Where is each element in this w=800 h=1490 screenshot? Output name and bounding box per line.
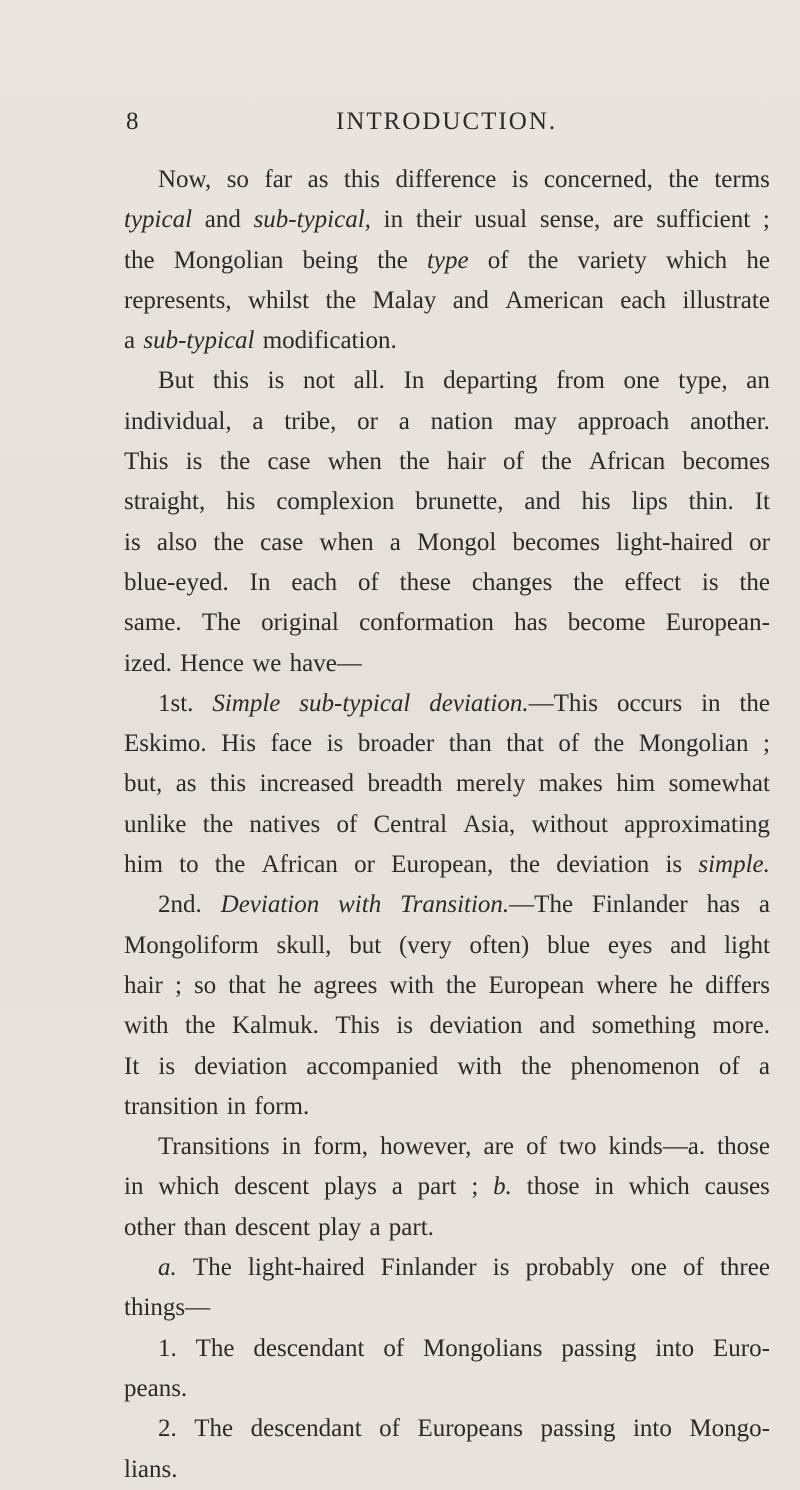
word: the bbox=[593, 730, 625, 758]
word: the bbox=[202, 810, 234, 838]
word: each bbox=[620, 286, 667, 314]
word: also bbox=[156, 528, 198, 556]
word: all. bbox=[353, 367, 385, 395]
word: the bbox=[520, 1052, 552, 1080]
word: 1st. bbox=[158, 689, 194, 717]
word: ; bbox=[471, 1173, 479, 1201]
text-line bbox=[124, 684, 770, 724]
word: is bbox=[185, 448, 203, 476]
text-line bbox=[124, 1369, 770, 1409]
word: the bbox=[325, 286, 357, 314]
word: so bbox=[193, 971, 217, 999]
word: the bbox=[399, 448, 430, 476]
word: 2nd. bbox=[158, 891, 202, 919]
word: ized. bbox=[124, 649, 172, 677]
word: and bbox=[539, 1012, 576, 1040]
word: departing bbox=[443, 367, 538, 395]
word: European- bbox=[665, 609, 770, 637]
word: blue bbox=[547, 931, 591, 959]
word: than bbox=[183, 1213, 227, 1241]
word: usual bbox=[474, 206, 528, 234]
word: ; bbox=[762, 206, 770, 234]
word: sense, bbox=[539, 206, 601, 234]
word: probably bbox=[525, 1254, 615, 1282]
word: and bbox=[452, 286, 489, 314]
word: brunette, bbox=[415, 488, 504, 516]
text-line bbox=[124, 1127, 770, 1167]
word: from bbox=[556, 367, 605, 395]
word: tribe, bbox=[284, 407, 337, 435]
word: his bbox=[581, 488, 611, 516]
word: Mongolian bbox=[638, 730, 749, 758]
word: ; bbox=[763, 730, 770, 758]
word: unlike bbox=[124, 810, 187, 838]
word: his bbox=[226, 488, 256, 516]
word: this bbox=[343, 166, 380, 193]
word: ; bbox=[174, 971, 182, 999]
text-line bbox=[124, 845, 770, 885]
word: the bbox=[527, 246, 559, 274]
word: eyes bbox=[607, 931, 653, 959]
word: of bbox=[718, 1052, 740, 1080]
word: natives bbox=[249, 810, 321, 838]
word: in bbox=[281, 1133, 302, 1161]
word: increased bbox=[259, 770, 354, 798]
word: merely bbox=[455, 770, 526, 798]
word: the bbox=[668, 166, 699, 193]
word: a bbox=[389, 528, 401, 556]
word: variety bbox=[577, 246, 647, 274]
word: or bbox=[357, 407, 378, 435]
word: terms bbox=[714, 166, 770, 193]
text-line bbox=[124, 281, 770, 321]
text-line bbox=[124, 885, 770, 925]
word: the bbox=[739, 689, 770, 717]
word: passing bbox=[540, 1415, 616, 1443]
word: deviation bbox=[429, 1012, 523, 1040]
word: a bbox=[758, 1052, 770, 1080]
word: lips bbox=[631, 488, 668, 516]
word: lians. bbox=[124, 1455, 178, 1483]
word: of bbox=[383, 1334, 405, 1362]
running-title: INTRODUCTION. bbox=[336, 108, 558, 135]
word: It bbox=[754, 488, 770, 516]
word: 2. bbox=[158, 1415, 177, 1443]
word: this bbox=[210, 770, 247, 798]
word: case bbox=[260, 528, 304, 556]
word: peans. bbox=[124, 1374, 188, 1402]
word: descendant bbox=[250, 1415, 362, 1443]
word: descent bbox=[234, 1213, 310, 1241]
word: Mongoliform bbox=[124, 931, 259, 959]
word: is bbox=[492, 1254, 510, 1282]
word: deviation bbox=[556, 851, 650, 879]
word: is bbox=[158, 1052, 176, 1080]
word: into bbox=[632, 1415, 672, 1443]
word: blue-eyed. bbox=[124, 568, 229, 596]
word: hair bbox=[446, 448, 486, 476]
word: he bbox=[669, 971, 694, 999]
word: has bbox=[514, 609, 548, 637]
word: becomes bbox=[682, 448, 770, 476]
word: those bbox=[717, 1133, 770, 1161]
text-line bbox=[124, 1167, 770, 1207]
word: of bbox=[487, 246, 509, 274]
text-line bbox=[124, 724, 770, 764]
text-line bbox=[124, 1248, 770, 1288]
word: more. bbox=[712, 1012, 770, 1040]
word: the bbox=[124, 246, 155, 274]
word: deviation bbox=[194, 1052, 288, 1080]
text-line bbox=[124, 523, 770, 563]
word: b. bbox=[493, 1173, 512, 1201]
word: a bbox=[369, 1213, 381, 1241]
word: sub-typical bbox=[299, 689, 411, 717]
word: in bbox=[226, 1092, 247, 1120]
word: of bbox=[336, 810, 358, 838]
word: and bbox=[670, 931, 707, 959]
word: each bbox=[291, 568, 338, 596]
word: Asia, bbox=[463, 810, 516, 838]
word: His bbox=[221, 730, 256, 758]
word: that bbox=[506, 730, 544, 758]
word: are bbox=[483, 1133, 515, 1161]
word: form, bbox=[313, 1133, 369, 1161]
word: is bbox=[511, 166, 529, 193]
word: is bbox=[326, 730, 344, 758]
word: somewhat bbox=[668, 770, 770, 798]
text-line bbox=[124, 644, 770, 684]
word: makes bbox=[538, 770, 603, 798]
word: the bbox=[184, 1012, 216, 1040]
word: light-haired bbox=[247, 1254, 365, 1282]
word: has bbox=[706, 891, 740, 919]
word: may bbox=[513, 407, 557, 435]
word: type bbox=[426, 246, 469, 274]
word: This bbox=[124, 448, 169, 476]
word: Eskimo. bbox=[124, 730, 207, 758]
word: case bbox=[267, 448, 311, 476]
text-line bbox=[124, 603, 770, 643]
word: the bbox=[445, 971, 477, 999]
word: than bbox=[448, 730, 492, 758]
word: phenomenon bbox=[570, 1052, 700, 1080]
word: the bbox=[219, 448, 251, 476]
word: however, bbox=[380, 1133, 472, 1161]
word: African bbox=[261, 851, 338, 879]
word: in bbox=[383, 206, 404, 234]
text-line bbox=[124, 482, 770, 522]
word: when bbox=[327, 448, 382, 476]
word: sufficient bbox=[656, 206, 751, 234]
text-line bbox=[124, 966, 770, 1006]
word: This bbox=[335, 1012, 380, 1040]
word: The bbox=[194, 1415, 234, 1443]
text-line bbox=[124, 764, 770, 804]
word: in bbox=[124, 1173, 144, 1201]
word: that bbox=[228, 971, 266, 999]
word: In bbox=[403, 367, 425, 395]
word: Mongolians bbox=[423, 1334, 543, 1362]
word: kinds—a. bbox=[608, 1133, 706, 1161]
word: broader bbox=[357, 730, 435, 758]
word: The bbox=[195, 1334, 235, 1362]
word: Simple bbox=[212, 689, 281, 717]
word: complexion bbox=[276, 488, 395, 516]
word: which bbox=[158, 1173, 220, 1201]
word: Mongo- bbox=[689, 1415, 770, 1443]
word: transition bbox=[124, 1092, 219, 1120]
word: as bbox=[307, 166, 329, 193]
word: 1. bbox=[158, 1334, 177, 1362]
word: something bbox=[591, 1012, 696, 1040]
word: the bbox=[214, 851, 246, 879]
word: so bbox=[226, 166, 249, 193]
word: with bbox=[124, 1012, 169, 1040]
word: skull, bbox=[276, 931, 332, 959]
word: into bbox=[655, 1334, 695, 1362]
text-line bbox=[124, 1450, 770, 1490]
word: whilst bbox=[248, 286, 310, 314]
word: Malay bbox=[372, 286, 437, 314]
word: is bbox=[396, 1012, 413, 1040]
text-line bbox=[124, 1288, 770, 1328]
word: Kalmuk. bbox=[232, 1012, 319, 1040]
word: this bbox=[212, 367, 249, 395]
word: Now, bbox=[158, 166, 212, 193]
word: is bbox=[124, 528, 141, 556]
word: one bbox=[623, 367, 660, 395]
word: with bbox=[338, 891, 382, 919]
word: face bbox=[270, 730, 313, 758]
word: we bbox=[252, 649, 282, 677]
word: Finlander bbox=[591, 891, 688, 919]
word: Central bbox=[373, 810, 448, 838]
word: typical bbox=[124, 206, 193, 234]
word: of bbox=[357, 568, 379, 596]
word: being bbox=[302, 246, 359, 274]
word: a. bbox=[158, 1254, 177, 1282]
word: Mongol bbox=[417, 528, 497, 556]
word: things— bbox=[124, 1294, 211, 1322]
word: It bbox=[124, 1052, 140, 1080]
word: type, bbox=[678, 367, 728, 395]
word: the bbox=[213, 528, 244, 556]
text-line bbox=[124, 563, 770, 603]
word: and bbox=[524, 488, 561, 516]
word: occurs bbox=[616, 689, 683, 717]
text-line bbox=[124, 926, 770, 966]
word: represents, bbox=[124, 286, 232, 314]
word: But bbox=[158, 367, 195, 395]
word: him bbox=[616, 770, 656, 798]
word: causes bbox=[704, 1173, 770, 1201]
page-header bbox=[126, 108, 766, 148]
word: breadth bbox=[367, 770, 443, 798]
word: differs bbox=[705, 971, 770, 999]
word: in bbox=[701, 689, 721, 717]
word: plays bbox=[324, 1173, 377, 1201]
text-line bbox=[124, 361, 770, 401]
word: Deviation bbox=[220, 891, 320, 919]
word: a bbox=[252, 407, 264, 435]
word: without bbox=[531, 810, 608, 838]
word: of bbox=[558, 730, 580, 758]
word: become bbox=[567, 609, 646, 637]
text-line bbox=[124, 1329, 770, 1369]
word: which bbox=[628, 1173, 690, 1201]
word: sub-typical bbox=[143, 327, 255, 355]
word: light bbox=[724, 931, 770, 959]
word: is bbox=[665, 851, 683, 879]
text-line bbox=[124, 321, 770, 361]
text-line bbox=[124, 1208, 770, 1248]
word: or bbox=[749, 528, 770, 556]
word: these bbox=[399, 568, 452, 596]
word: accompanied bbox=[306, 1052, 439, 1080]
word: play bbox=[318, 1213, 362, 1241]
word: the bbox=[377, 246, 408, 274]
word: as bbox=[175, 770, 197, 798]
word: he bbox=[277, 971, 302, 999]
word: The bbox=[192, 1254, 232, 1282]
text-line bbox=[124, 1409, 770, 1449]
word: with bbox=[389, 971, 434, 999]
page-number: 8 bbox=[126, 108, 140, 135]
text-line bbox=[124, 1047, 770, 1087]
word: deviation.—This bbox=[429, 689, 599, 717]
word: of bbox=[379, 1415, 400, 1443]
text-line bbox=[124, 805, 770, 845]
word: hair bbox=[124, 971, 163, 999]
body-text bbox=[124, 160, 770, 1490]
word: in bbox=[594, 1173, 614, 1201]
word: descendant bbox=[253, 1334, 365, 1362]
word: where bbox=[596, 971, 658, 999]
text-line bbox=[124, 1006, 770, 1046]
word: (very bbox=[398, 931, 452, 959]
word: other bbox=[124, 1213, 176, 1241]
word: individual, bbox=[124, 407, 232, 435]
word: conformation bbox=[359, 609, 494, 637]
word: effect bbox=[624, 568, 682, 596]
word: the bbox=[573, 568, 604, 596]
word: a bbox=[124, 327, 136, 355]
word: concerned, bbox=[543, 166, 653, 193]
text-line bbox=[124, 1087, 770, 1127]
word: often) bbox=[469, 931, 530, 959]
word: him bbox=[124, 851, 163, 879]
word: Transition.—The bbox=[400, 891, 574, 919]
word: not bbox=[303, 367, 335, 395]
word: sub-typical, bbox=[253, 206, 371, 234]
text-line bbox=[124, 160, 770, 200]
text-line bbox=[124, 200, 770, 240]
word: he bbox=[746, 246, 770, 274]
word: approach bbox=[577, 407, 670, 435]
word: becomes bbox=[512, 528, 600, 556]
word: the bbox=[541, 448, 572, 476]
word: Euro- bbox=[713, 1334, 770, 1362]
word: African bbox=[588, 448, 666, 476]
word: Mongolian bbox=[173, 246, 284, 274]
word: far bbox=[264, 166, 293, 193]
word: European, bbox=[391, 851, 494, 879]
word: have— bbox=[289, 649, 362, 677]
word: a bbox=[398, 407, 410, 435]
word: the bbox=[509, 851, 540, 879]
word: difference bbox=[395, 166, 497, 193]
word: part bbox=[417, 1173, 457, 1201]
word: Finlander bbox=[380, 1254, 477, 1282]
word: agrees bbox=[313, 971, 378, 999]
word: illustrate bbox=[682, 286, 770, 314]
word: is bbox=[267, 367, 285, 395]
word: and bbox=[204, 206, 241, 234]
word: their bbox=[415, 206, 462, 234]
word: The bbox=[201, 609, 241, 637]
text-line bbox=[124, 241, 770, 281]
word: Europeans bbox=[417, 1415, 523, 1443]
word: or bbox=[354, 851, 375, 879]
word: a bbox=[758, 891, 770, 919]
word: In bbox=[249, 568, 271, 596]
word: of bbox=[503, 448, 524, 476]
word: those bbox=[526, 1173, 580, 1201]
word: original bbox=[261, 609, 339, 637]
word: one bbox=[630, 1254, 667, 1282]
word: which bbox=[666, 246, 728, 274]
word: of bbox=[526, 1133, 547, 1161]
word: a bbox=[391, 1173, 403, 1201]
word: straight, bbox=[124, 488, 206, 516]
word: thin. bbox=[688, 488, 734, 516]
word: light-haired bbox=[616, 528, 733, 556]
word: Transitions bbox=[158, 1133, 270, 1161]
word: modification. bbox=[262, 327, 397, 355]
word: to bbox=[179, 851, 199, 879]
word: passing bbox=[561, 1334, 637, 1362]
word: the bbox=[739, 568, 770, 596]
word: another. bbox=[690, 407, 770, 435]
word: two bbox=[558, 1133, 597, 1161]
word: when bbox=[319, 528, 374, 556]
word: but bbox=[349, 931, 382, 959]
word: but, bbox=[124, 770, 163, 798]
word: are bbox=[612, 206, 644, 234]
word: of bbox=[682, 1254, 704, 1282]
word: European bbox=[488, 971, 585, 999]
word: form. bbox=[254, 1092, 310, 1120]
word: part. bbox=[388, 1213, 434, 1241]
word: is bbox=[701, 568, 719, 596]
word: same. bbox=[124, 609, 182, 637]
word: American bbox=[505, 286, 604, 314]
word: nation bbox=[430, 407, 494, 435]
text-line bbox=[124, 402, 770, 442]
word: with bbox=[457, 1052, 502, 1080]
word: Hence bbox=[180, 649, 244, 677]
word: an bbox=[746, 367, 770, 395]
word: changes bbox=[471, 568, 553, 596]
text-line bbox=[124, 442, 770, 482]
word: simple. bbox=[698, 851, 770, 879]
word: descent bbox=[234, 1173, 310, 1201]
word: approximating bbox=[624, 810, 770, 838]
word: three bbox=[719, 1254, 770, 1282]
